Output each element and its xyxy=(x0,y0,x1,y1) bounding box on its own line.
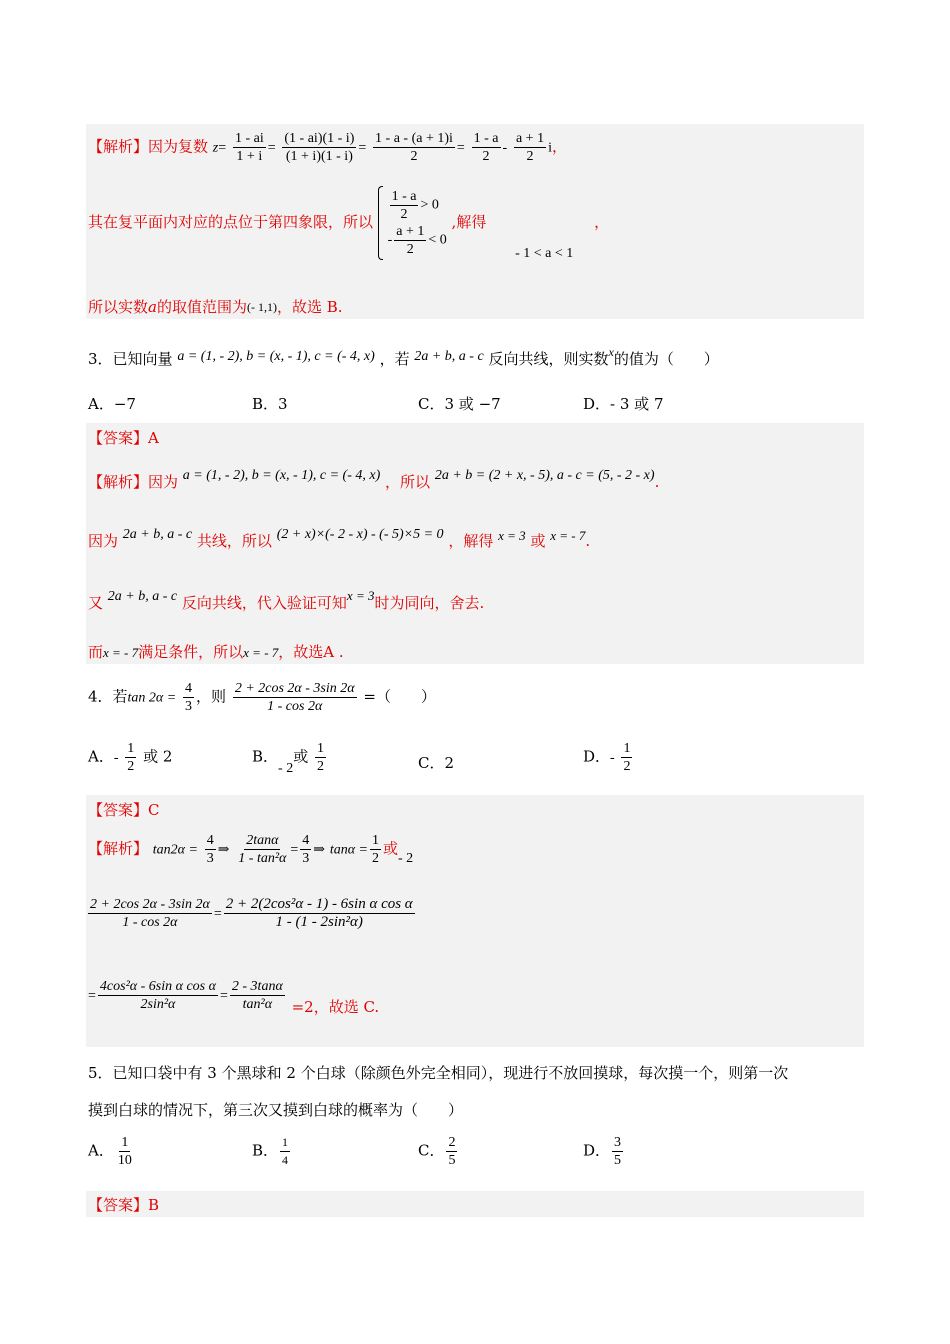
q2-solution-line2: 其在复平面内对应的点位于第四象限，所以 $\frac{1 - a}{2}$ > 0 - $\frac{a + 1}{2}$ < 0 ,解得 - 1 < a < 1 ， xyxy=(88,186,569,260)
q2-solution-line3: 所以实数a的取值范围为$^{(- 1,1)}$，故选 B. xyxy=(88,298,343,316)
q3-solution-line4: 而x = - 7满足条件，所以x = - 7，故选A . xyxy=(88,643,344,661)
q4-solution-line2: $\frac{2 + 2\cos 2\alpha - 3\sin 2\alpha}{1 - \cos 2\alpha}$ = $\frac{\text{2 + 2(2cos²α - 1) - 6sin α cos α}}{\text{1 - (1 - 2sin²α)}}$ xyxy=(90,896,413,930)
inequality-system: $\frac{1 - a}{2}$ > 0 - $\frac{a + 1}{2}$ < 0 xyxy=(387,189,447,257)
q5-option-b: B． $\frac{1}{4}$ xyxy=(252,1135,289,1167)
q5-stem-line2: 摸到白球的情况下，第三次又摸到白球的概率为（ ） xyxy=(88,1101,464,1119)
q5-answer: 【答案】B xyxy=(88,1196,160,1214)
q3-solution-line2: 因为 2a + b, a - c 共线，所以 (2 + x)×(- 2 - x) - (- 5)×5 = 0 ，解得 x = 3 或 x = - 7. xyxy=(88,527,591,550)
solution-block-q5 xyxy=(86,1191,864,1217)
q5-stem-line1: 5．已知口袋中有 3 个黑球和 2 个白球（除颜色外完全相同），现进行不放回摸球，每次摸一个，则第一次 xyxy=(88,1064,789,1082)
q4-option-b: B．- 2或 $\frac{1}{2}$ xyxy=(252,741,324,776)
q3-option-b: B．3 xyxy=(252,395,288,413)
q4-stem: 4．若tan 2α = $\frac{4}{3}$ ，则 $\frac{2 + 2\cos 2\alpha - 3\sin 2\alpha}{1 - \cos 2\alpha}$ =（ ） xyxy=(88,681,436,714)
q3-option-a: A．−7 xyxy=(88,395,136,413)
q2-solution-line1: 【解析】因为复数 z= $\frac{1 - ai}{1 + i}$ = $\frac{(1 - ai)(1 - i)}{(1 + i)(1 - i)}$ = $\frac{1 - a - (a + 1)i}{2}$ = $\frac{1 - a}{2}$ - $\frac{a + 1}{2}$ i， xyxy=(88,131,567,164)
q5-option-a: A． $\frac{1}{10}$ xyxy=(88,1135,132,1168)
q3-solution-line3: 又 2a + b, a - c 反向共线，代入验证可知x = 3时为同向，舍去. xyxy=(88,588,485,612)
q5-option-c: C． $\frac{2}{5}$ xyxy=(418,1135,456,1168)
q4-option-a: A．- $\frac{1}{2}$ 或 2 xyxy=(88,741,173,774)
q3-option-c: C．3 或 −7 xyxy=(418,395,501,413)
q4-answer: 【答案】C xyxy=(88,801,160,819)
q4-solution-line1: 【解析】 tan2α = $\frac{4}{3}$ ⇒ $\frac{2\tan\alpha}{\text{1 - tan²α}}$ = $\frac{4}{3}$ ⇒ tanα = $\frac{1}{2}$ 或- 2 xyxy=(88,833,414,866)
q5-option-d: D． $\frac{3}{5}$ xyxy=(583,1135,622,1168)
q3-stem: 3．已知向量 a = (1, - 2), b = (x, - 1), c = (- 4, x) ，若 2a + b, a - c 反向共线，则实数$^x$的值为（ ） xyxy=(88,345,719,368)
q3-option-d: D．- 3 或 7 xyxy=(583,395,664,413)
q3-answer: 【答案】A xyxy=(88,429,159,447)
system-brace xyxy=(378,186,383,260)
q4-option-d: D．- $\frac{1}{2}$ xyxy=(583,741,631,774)
q4-solution-line3: = $\frac{\text{4cos²α - 6sin α cos α}}{\text{2sin²α}}$ = $\frac{2 - 3\tan\alpha}{\text{tan²α}}$ =2，故选 C. xyxy=(88,979,380,1016)
q3-solution-line1: 【解析】因为 a = (1, - 2), b = (x, - 1), c = (- 4, x) ，所以 2a + b = (2 + x, - 5), a - c = (5, - 2 - x). xyxy=(88,468,660,491)
q4-option-c: C．2 xyxy=(418,754,455,772)
